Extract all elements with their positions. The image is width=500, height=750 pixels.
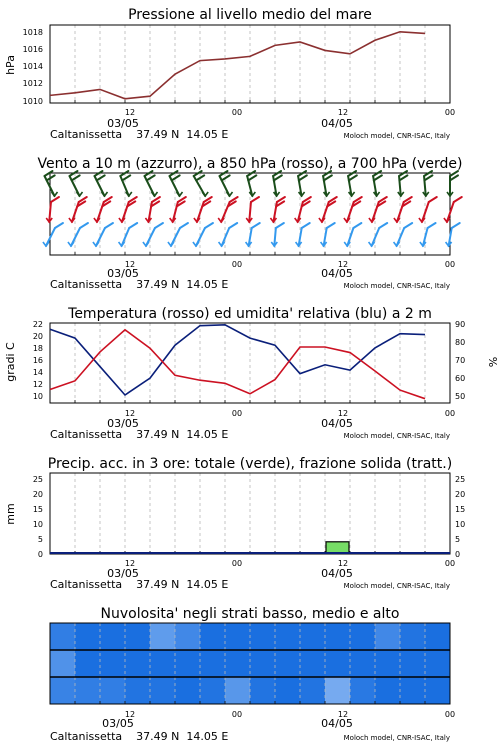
precip-ytick-20: 20 (32, 490, 43, 499)
cloud-cell-alto (50, 623, 75, 650)
wind-barb-10m (420, 223, 436, 246)
cloud-cell-basso (275, 677, 300, 704)
precip-grid (75, 473, 425, 554)
cloud-cell-basso (150, 677, 175, 704)
cloud-cell-medio (50, 650, 75, 677)
temperature-ytick-16: 16 (32, 356, 43, 365)
humidity-series-line (50, 325, 425, 395)
wind-location: Caltanissetta 37.49 N 14.05 E (50, 278, 229, 291)
humidity-ytick-80: 80 (455, 338, 466, 347)
temperature-ytick-18: 18 (32, 344, 43, 353)
wind-barb-700hPa (348, 171, 357, 196)
pressure-ytick-1014: 1014 (22, 62, 43, 71)
clouds-date-0405: 04/05 (321, 717, 353, 730)
pressure-xtick-12b: 12 (337, 108, 349, 117)
cloud-cell-basso (325, 677, 350, 704)
temperature-credit: Moloch model, CNR-ISAC, Italy (343, 432, 450, 440)
cloud-cell-basso (175, 677, 200, 704)
precip-ytick-15: 15 (32, 505, 43, 514)
cloud-cell-medio (125, 650, 150, 677)
pressure-ytick-labels (23, 28, 43, 106)
temperature-xtick-labels (125, 409, 455, 418)
pressure-credit: Moloch model, CNR-ISAC, Italy (343, 132, 450, 140)
pressure-xtick-labels (125, 108, 455, 117)
precip-credit: Moloch model, CNR-ISAC, Italy (343, 582, 450, 590)
wind-barb-10m (296, 223, 310, 246)
cloud-cell-medio (200, 650, 225, 677)
cloud-cell-medio (75, 650, 100, 677)
cloud-cell-alto (200, 623, 225, 650)
cloud-cell-medio (225, 650, 250, 677)
pressure-ytick-1018: 1018 (22, 28, 43, 37)
clouds-location: Caltanissetta 37.49 N 14.05 E (50, 730, 229, 743)
wind-barb-850hPa (194, 197, 212, 222)
temperature-xtick-00: 00 (231, 409, 243, 418)
wind-xtick-labels (125, 260, 455, 269)
wind-xtick-12b: 12 (337, 260, 349, 269)
cloud-cell-basso (425, 677, 450, 704)
cloud-cell-alto (125, 623, 150, 650)
precip-ytick-0: 0 (37, 550, 43, 559)
wind-barb-850hPa (218, 197, 237, 222)
wind-barb-700hPa (323, 171, 332, 196)
precip-ylabel: mm (4, 503, 17, 525)
precip-xtick-labels (125, 559, 455, 568)
precip-ytick-r15: 15 (455, 505, 466, 514)
cloud-cell-basso (375, 677, 400, 704)
pressure-location: Caltanissetta 37.49 N 14.05 E (50, 128, 229, 141)
humidity-ylabel: % (486, 356, 499, 368)
cloud-cell-basso (300, 677, 325, 704)
cloud-cell-basso (350, 677, 375, 704)
pressure-title: Pressione al livello medio del mare (128, 7, 372, 23)
wind-barb-850hPa (119, 197, 137, 222)
wind-barb-10m (219, 223, 238, 246)
pressure-series-line (50, 32, 425, 99)
precip-title: Precip. acc. in 3 ore: totale (verde), frazione solida (tratt.) (47, 456, 453, 472)
wind-barb-700hPa (220, 171, 233, 196)
wind-barb-10m (394, 223, 413, 246)
cloud-cell-basso (100, 677, 125, 704)
cloud-cell-alto (225, 623, 250, 650)
wind-barb-700hPa (423, 171, 433, 196)
precip-ytick-5: 5 (37, 535, 43, 544)
cloud-cell-basso (125, 677, 150, 704)
wind-barb-10m (344, 223, 361, 246)
pressure-ytick-1016: 1016 (22, 45, 43, 54)
cloud-cell-alto (150, 623, 175, 650)
cloud-cell-basso (50, 677, 75, 704)
precip-location: Caltanissetta 37.49 N 14.05 E (50, 578, 229, 591)
cloud-cell-basso (75, 677, 100, 704)
temperature-location: Caltanissetta 37.49 N 14.05 E (50, 428, 229, 441)
wind-barb-700hPa (298, 171, 307, 196)
precip-ytick-r5: 5 (455, 535, 461, 544)
cloud-cell-medio (350, 650, 375, 677)
wind-barb-700hPa (170, 171, 183, 196)
cloud-cell-alto (300, 623, 325, 650)
cloud-cell-medio (300, 650, 325, 677)
temperature-panel (4, 306, 499, 441)
cloud-cell-alto (250, 623, 275, 650)
wind-barb-850hPa (170, 197, 186, 222)
humidity-ytick-70: 70 (455, 356, 466, 365)
precip-ytick-25: 25 (32, 475, 43, 484)
cloud-cell-medio (175, 650, 200, 677)
cloud-cell-medio (325, 650, 350, 677)
precip-ytick-r20: 20 (455, 490, 466, 499)
wind-barb-850hPa (145, 197, 159, 222)
cloud-cell-alto (175, 623, 200, 650)
pressure-grid (75, 25, 425, 103)
precip-date-0405: 04/05 (321, 567, 353, 580)
wind-barb-10m (446, 223, 460, 246)
cloud-cell-alto (275, 623, 300, 650)
precip-bar (326, 542, 349, 553)
wind-xtick-12: 12 (124, 260, 136, 269)
wind-barb-10m (369, 223, 388, 246)
temperature-xtick-00b: 00 (444, 409, 456, 418)
precip-xtick-12: 12 (124, 559, 136, 568)
wind-barb-10m (271, 223, 284, 246)
wind-date-0305: 03/05 (107, 267, 139, 280)
cloud-cell-medio (375, 650, 400, 677)
wind-date-0405: 04/05 (321, 267, 353, 280)
cloud-cell-alto (375, 623, 400, 650)
cloud-cell-alto (100, 623, 125, 650)
wind-barb-700hPa (95, 171, 108, 196)
pressure-xtick-00b: 00 (444, 108, 456, 117)
cloud-cell-alto (400, 623, 425, 650)
temperature-ytick-14: 14 (32, 368, 43, 377)
cloud-cell-alto (425, 623, 450, 650)
cloud-cell-alto (350, 623, 375, 650)
pressure-ytick-1012: 1012 (22, 79, 43, 88)
wind-xtick-00: 00 (231, 260, 243, 269)
wind-credit: Moloch model, CNR-ISAC, Italy (343, 282, 450, 290)
wind-barb-850hPa (69, 197, 87, 222)
wind-barb-850hPa (419, 197, 437, 222)
pressure-xtick-12: 12 (124, 108, 136, 117)
cloud-cell-medio (400, 650, 425, 677)
wind-barb-850hPa (94, 197, 112, 222)
pressure-ytick-1010: 1010 (22, 97, 43, 106)
humidity-ytick-90: 90 (455, 320, 466, 329)
precip-ytick-r0: 0 (455, 550, 461, 559)
wind-barb-10m (119, 223, 138, 246)
precip-ytick-r25: 25 (455, 475, 466, 484)
wind-barb-850hPa (444, 197, 462, 222)
cloud-cell-basso (250, 677, 275, 704)
wind-barb-700hPa (373, 171, 382, 196)
pressure-date-0305: 03/05 (107, 117, 139, 130)
precip-xtick-00b: 00 (444, 559, 456, 568)
temperature-date-0405: 04/05 (321, 417, 353, 430)
wind-panel (37, 156, 462, 291)
temperature-xtick-12b: 12 (337, 409, 349, 418)
cloud-cell-alto (75, 623, 100, 650)
cloud-cell-medio (150, 650, 175, 677)
wind-barb-850hPa (295, 197, 311, 222)
precip-ytick-labels-left (33, 475, 43, 559)
pressure-panel (4, 7, 455, 141)
temperature-ytick-12: 12 (32, 380, 43, 389)
precip-ytick-r10: 10 (455, 520, 466, 529)
cloud-cell-basso (225, 677, 250, 704)
clouds-credit: Moloch model, CNR-ISAC, Italy (343, 734, 450, 742)
precip-bars (326, 542, 349, 553)
wind-barb-700hPa (194, 171, 208, 196)
wind-title: Vento a 10 m (azzurro), a 850 hPa (rosso), a 700 hPa (verde) (37, 156, 463, 172)
temperature-xtick-12: 12 (124, 409, 136, 418)
cloud-cell-medio (425, 650, 450, 677)
wind-barb-10m (68, 223, 88, 246)
clouds-xtick-00b: 00 (444, 710, 456, 719)
wind-barb-700hPa (447, 171, 458, 196)
cloud-cell-medio (275, 650, 300, 677)
cloud-cell-basso (400, 677, 425, 704)
wind-barb-850hPa (344, 197, 362, 222)
wind-barb-10m (193, 223, 213, 246)
wind-barb-700hPa (273, 171, 282, 196)
pressure-date-0405: 04/05 (321, 117, 353, 130)
temperature-ytick-10: 10 (32, 392, 43, 401)
wind-barb-700hPa (45, 171, 58, 196)
temperature-ytick-22: 22 (32, 320, 43, 329)
precip-xtick-12b: 12 (337, 559, 349, 568)
cloud-cell-medio (250, 650, 275, 677)
humidity-ytick-60: 60 (455, 374, 466, 383)
wind-barb-850hPa (394, 197, 412, 222)
wind-barb-700hPa (145, 171, 158, 196)
precip-date-0305: 03/05 (107, 567, 139, 580)
precip-xtick-00: 00 (231, 559, 243, 568)
clouds-title: Nuvolosita' negli strati basso, medio e alto (100, 606, 400, 622)
wind-barb-10m (246, 223, 260, 246)
precip-ytick-labels-right (455, 475, 465, 559)
humidity-ytick-50: 50 (455, 392, 466, 401)
wind-barb-700hPa (247, 171, 256, 196)
clouds-xtick-00: 00 (231, 710, 243, 719)
clouds-xtick-12: 12 (124, 710, 136, 719)
temperature-ylabel: gradi C (4, 342, 17, 382)
temperature-series-line (50, 330, 425, 399)
wind-barb-850hPa (369, 197, 387, 222)
wind-barbs (43, 171, 462, 246)
cloud-cell-medio (100, 650, 125, 677)
precip-ytick-10: 10 (32, 520, 43, 529)
temperature-ytick-labels (33, 320, 43, 401)
wind-barb-10m (321, 223, 335, 246)
wind-barb-10m (43, 223, 63, 246)
wind-barb-850hPa (46, 197, 59, 222)
wind-xtick-00b: 00 (444, 260, 456, 269)
temperature-ytick-20: 20 (32, 332, 43, 341)
wind-barb-10m (168, 223, 188, 246)
pressure-points (50, 32, 425, 99)
clouds-xtick-12b: 12 (337, 710, 349, 719)
wind-barb-700hPa (120, 171, 131, 196)
wind-barb-700hPa (70, 171, 83, 196)
wind-barb-10m (93, 223, 113, 246)
clouds-panel (50, 606, 455, 743)
cloud-cell-basso (200, 677, 225, 704)
pressure-ylabel: hPa (4, 55, 17, 75)
clouds-date-0305: 03/05 (102, 717, 134, 730)
wind-barb-850hPa (246, 197, 259, 222)
wind-barb-10m (143, 223, 163, 246)
temperature-grid (75, 323, 425, 403)
temperature-title: Temperatura (rosso) ed umidita' relativa (blu) a 2 m (68, 306, 432, 322)
wind-barb-850hPa (270, 197, 284, 222)
cloud-cell-alto (325, 623, 350, 650)
temperature-date-0305: 03/05 (107, 417, 139, 430)
precip-panel (4, 456, 465, 591)
clouds-xtick-labels (125, 710, 455, 719)
humidity-ytick-labels (455, 320, 465, 401)
wind-barb-850hPa (319, 197, 337, 222)
pressure-xtick-00: 00 (231, 108, 243, 117)
wind-barb-700hPa (398, 171, 408, 196)
